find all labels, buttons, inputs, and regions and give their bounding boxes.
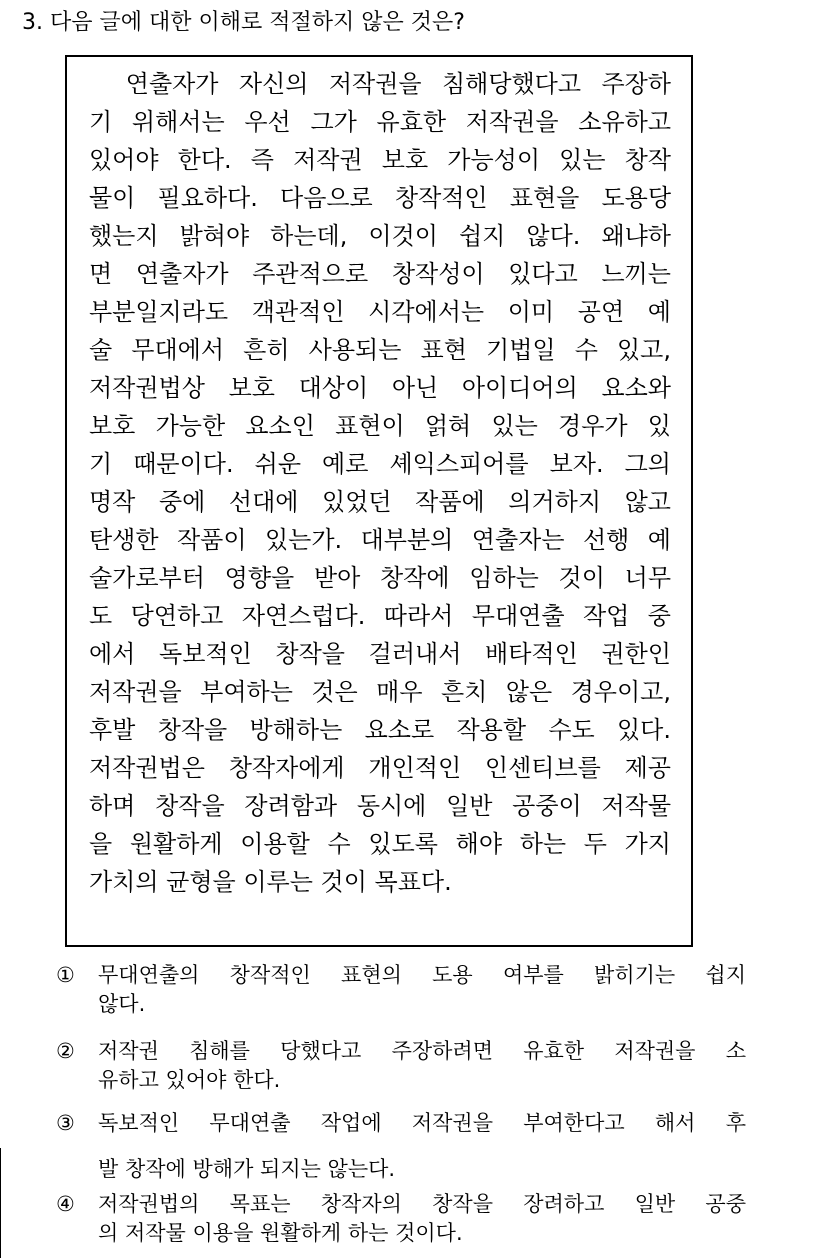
passage-line: 물이 필요하다. 다음으로 창작적인 표현을 도용당: [89, 184, 671, 212]
option-text-line: 않다.: [98, 992, 146, 1016]
passage-line: 부분일지라도 객관적인 시각에서는 이미 공연 예: [89, 298, 671, 326]
passage-line: 명작 중에 선대에 있었던 작품에 의거하지 않고: [89, 488, 671, 516]
passage-line: 면 연출자가 주관적으로 창작성이 있다고 느끼는: [89, 260, 671, 288]
option-text-line: 무대연출의 창작적인 표현의 도용 여부를 밝히기는 쉽지: [98, 963, 746, 987]
passage-line: 술가로부터 영향을 받아 창작에 임하는 것이 너무: [89, 564, 671, 592]
option-text-line: 유하고 있어야 한다.: [98, 1068, 281, 1092]
option-number: ③: [56, 1111, 75, 1135]
passage-line: 저작권을 부여하는 것은 매우 흔치 않은 경우이고,: [89, 678, 671, 706]
passage-line: 저작권법상 보호 대상이 아닌 아이디어의 요소와: [89, 374, 671, 402]
passage-line: 도 당연하고 자연스럽다. 따라서 무대연출 작업 중: [89, 602, 671, 630]
passage-line: 탄생한 작품이 있는가. 대부분의 연출자는 선행 예: [89, 526, 671, 554]
passage-line: 술 무대에서 흔히 사용되는 표현 기법일 수 있고,: [89, 336, 671, 364]
passage-line: 에서 독보적인 창작을 걸러내서 배타적인 권한인: [89, 640, 671, 668]
option-number: ④: [56, 1192, 75, 1216]
option-text-line: 독보적인 무대연출 작업에 저작권을 부여한다고 해서 후: [98, 1111, 746, 1135]
option-text-line: 저작권 침해를 당했다고 주장하려면 유효한 저작권을 소: [98, 1039, 746, 1063]
passage-line: 을 원활하게 이용할 수 있도록 해야 하는 두 가지: [89, 830, 671, 858]
passage-line: 저작권법은 창작자에게 개인적인 인센티브를 제공: [89, 754, 671, 782]
option-number: ①: [56, 963, 75, 987]
passage-line: 했는지 밝혀야 하는데, 이것이 쉽지 않다. 왜냐하: [89, 222, 671, 250]
option-text-line: 발 창작에 방해가 되지는 않는다.: [98, 1157, 396, 1181]
passage-line: 하며 창작을 장려함과 동시에 일반 공중이 저작물: [89, 792, 671, 820]
margin-rule: [0, 1148, 1, 1258]
question-stem: 3. 다음 글에 대한 이해로 적절하지 않은 것은?: [22, 10, 465, 35]
passage-line: 후발 창작을 방해하는 요소로 작용할 수도 있다.: [89, 716, 671, 744]
passage-line: 보호 가능한 요소인 표현이 얽혀 있는 경우가 있: [89, 412, 671, 440]
passage-box: [65, 55, 693, 947]
option-number: ②: [56, 1039, 75, 1063]
passage-line: 가치의 균형을 이루는 것이 목표다.: [89, 868, 452, 896]
passage-line: 기 때문이다. 쉬운 예로 셰익스피어를 보자. 그의: [89, 450, 671, 478]
option-text-line: 의 저작물 이용을 원활하게 하는 것이다.: [98, 1221, 463, 1245]
passage-line: 연출자가 자신의 저작권을 침해당했다고 주장하: [89, 70, 671, 98]
passage-line: 기 위해서는 우선 그가 유효한 저작권을 소유하고: [89, 108, 671, 136]
option-text-line: 저작권법의 목표는 창작자의 창작을 장려하고 일반 공중: [98, 1192, 746, 1216]
passage-line: 있어야 한다. 즉 저작권 보호 가능성이 있는 창작: [89, 146, 671, 174]
